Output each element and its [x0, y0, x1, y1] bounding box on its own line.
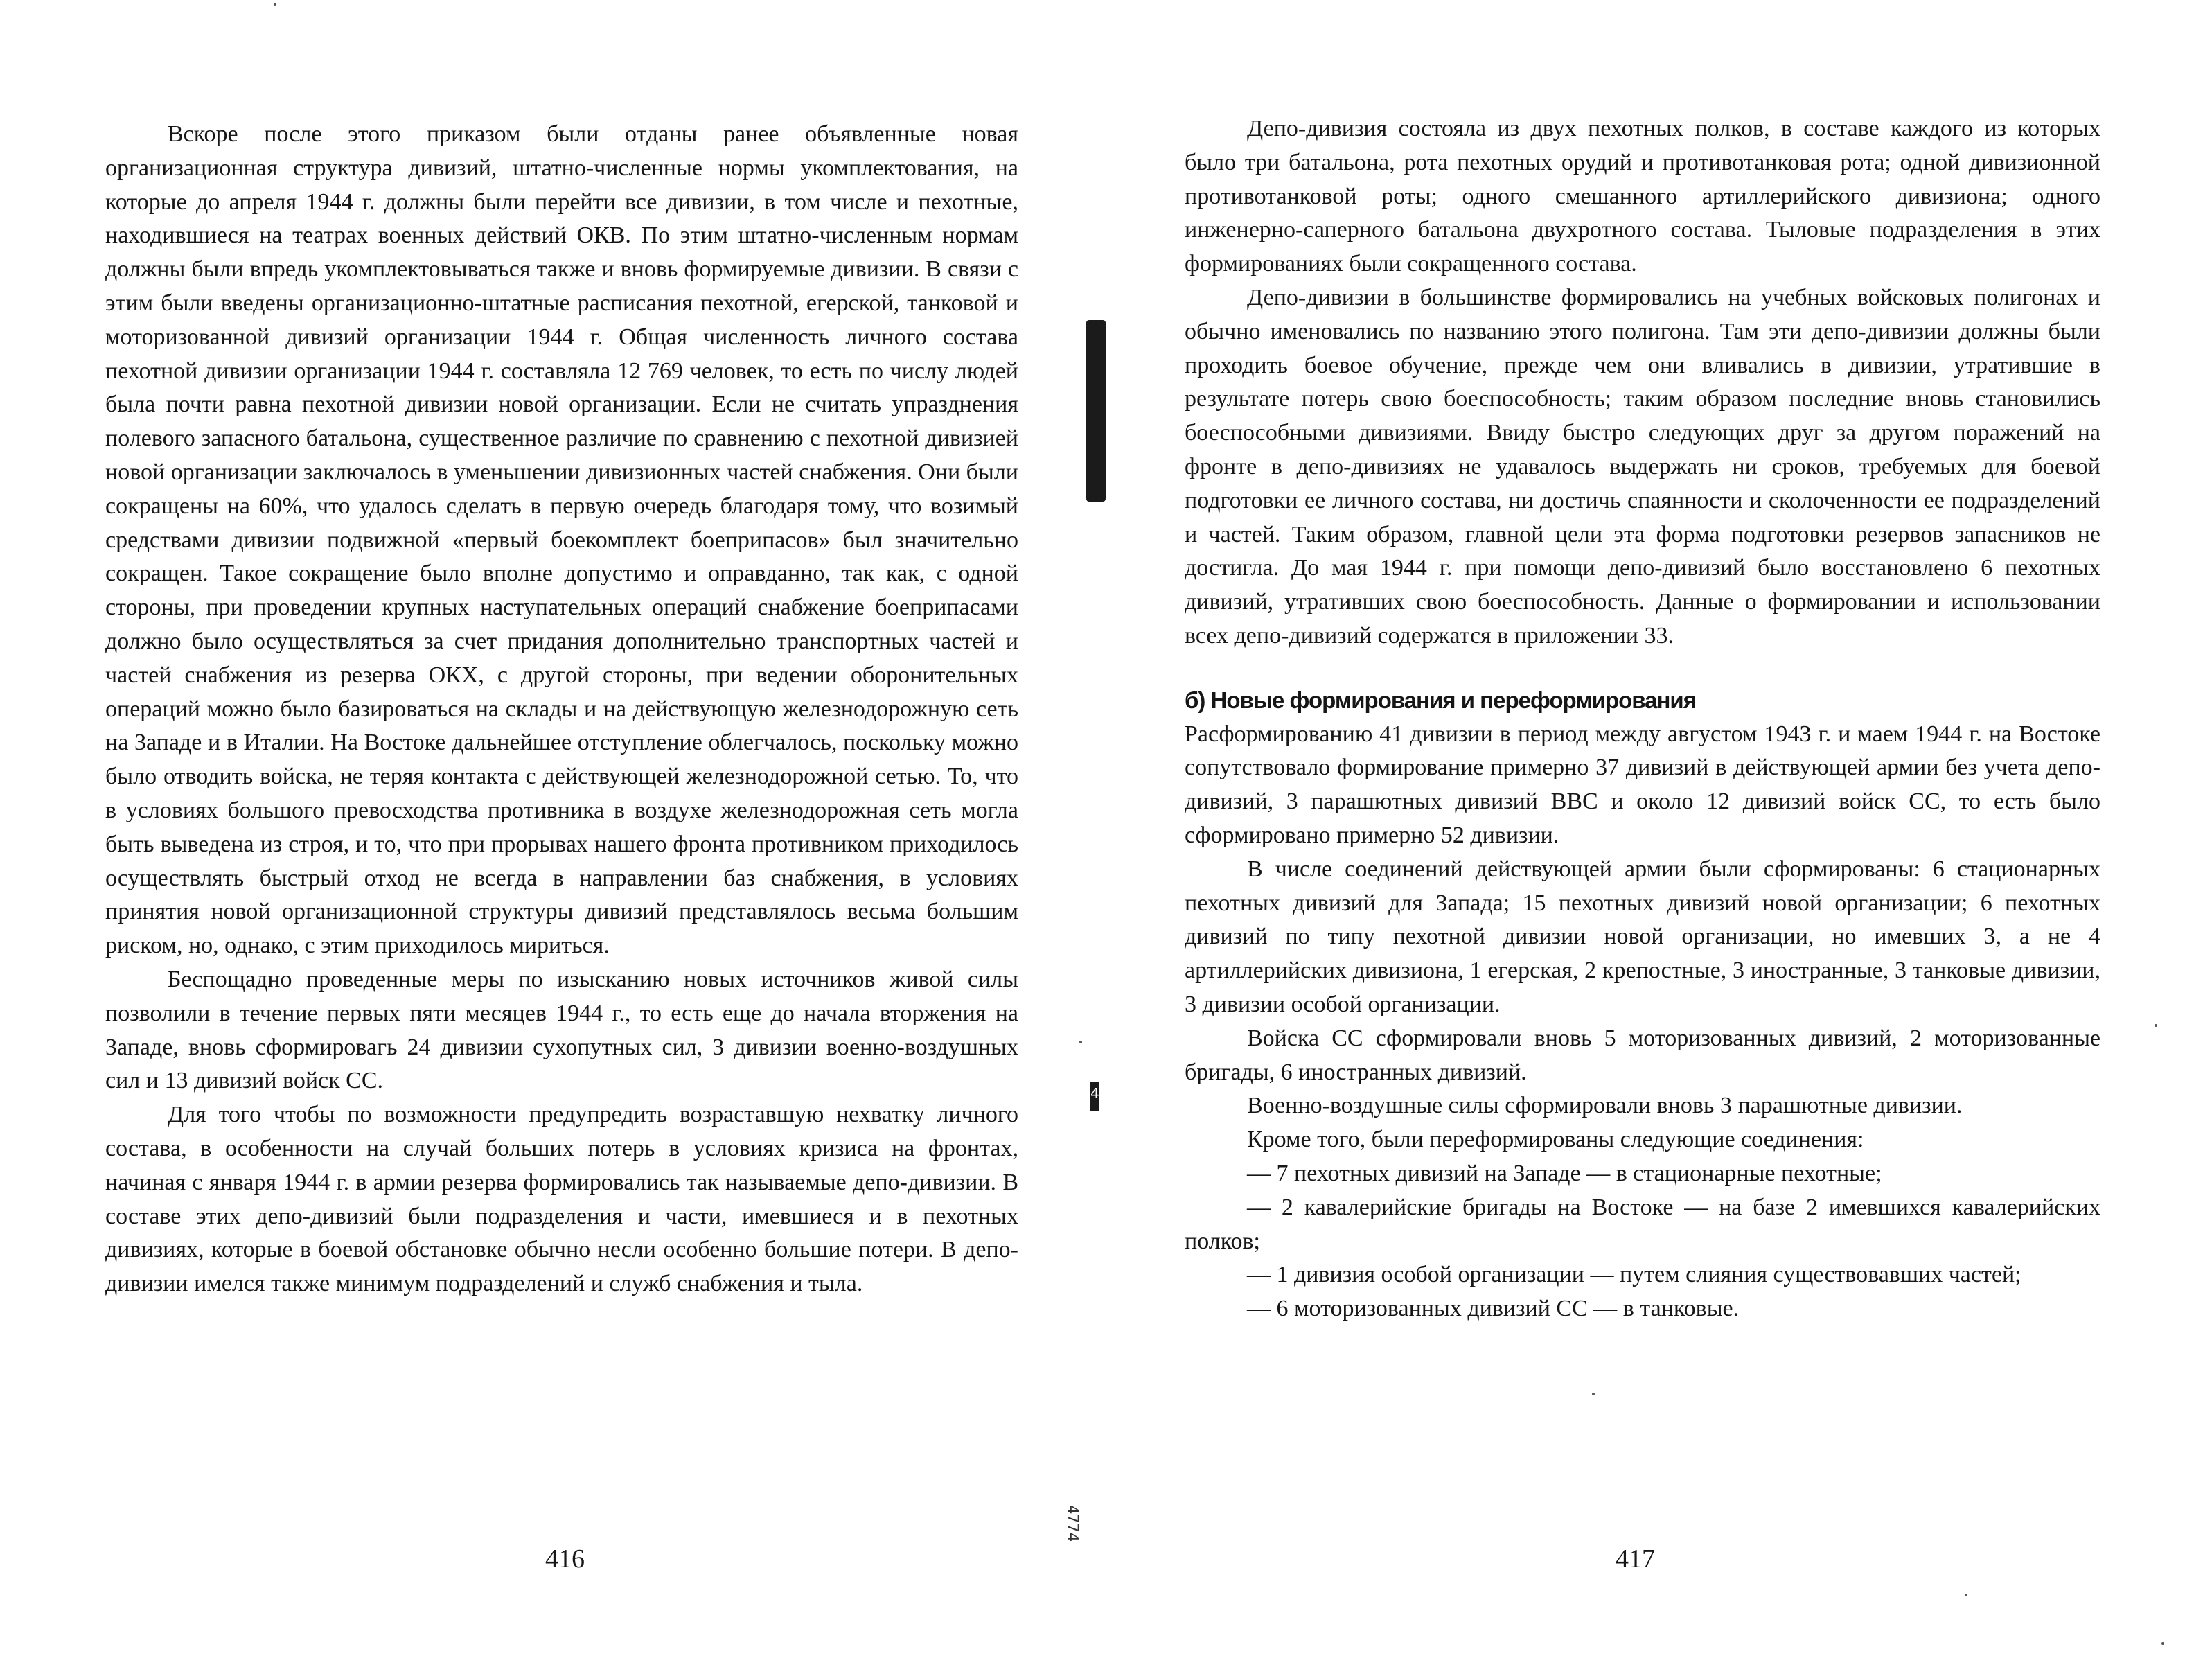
scan-speck [2161, 1642, 2164, 1645]
paragraph: Вскоре после этого приказом были отданы ранее объявленные новая организационная структура дивизий, штатно-численные нормы укомплектования, на которые до апреля 1944 г. должны были перейти все дивизии, в том числе и пехотные, находившиеся на театрах военных действий ОКВ. По этим штатно-численным нормам должны были впредь укомплектовываться также и вновь формируемые дивизии. В связи с этим были введены организационно-штатные расписания пехотной, егерской, танковой и моторизованной дивизий организации 1944 г. Общая численность личного состава пехотной дивизии организации 1944 г. составляла 12 769 человек, то есть по числу людей была почти равна пехотной дивизии новой организации. Если не считать упразднения полевого запасного батальона, существенное различие по сравнению с пехотной дивизией новой организации заключалось в уменьшении дивизионных частей снабжения. Они были сокращены на 60%, что удалось сделать в первую очередь благодаря тому, что возимый средствами дивизии подвижной «первый боекомплект боеприпасов» был значительно сокращен. Такое сокращение было вполне допустимо и оправданно, так как, с одной стороны, при проведении крупных наступательных операций снабжение боеприпасами должно было осуществляться за счет придания дополнительно транспортных частей и частей снабжения из резерва ОКХ, с другой стороны, при ведении оборонительных операций можно было базироваться на склады и на действующую железнодорожную сеть на Западе и в Италии. На Востоке дальнейшее отступление облегчалось, поскольку можно было отводить войска, не теряя контакта с действующей железнодорожной сетью. То, что в условиях большого превосходства противника в воздухе железнодорожная сеть могла быть выведена из строя, и то, что при прорывах нашего фронта противником приходилось осуществлять быстрый отход не всегда в направлении баз снабжения, в условиях принятия новой организационной структуры дивизий представлялось весьма большим риском, но, однако, с этим приходилось мириться. [105, 121, 1018, 959]
left-page [0, 0, 1088, 1674]
scan-speck [2155, 1024, 2157, 1027]
gutter-tab-label: 4 [1090, 1085, 1099, 1102]
list-item: — 1 дивизия особой организации — путем слияния существовавших частей; [1247, 1262, 2021, 1288]
scan-speck [1079, 1041, 1082, 1043]
left-page-text [105, 118, 1018, 1301]
paragraph: Военно-воздушные силы сформировали вновь 3 парашютные дивизии. [1247, 1093, 1963, 1119]
list-item: — 2 кавалерийские бригады на Востоке — на базе 2 имевшихся кавалерийских полков; [1185, 1194, 2100, 1254]
paragraph: Для того чтобы по возможности предупредить возраставшую нехватку личного состава, в особенности на случай больших потерь в условиях кризиса на фронтах, начиная с января 1944 г. в армии резерва формировались так называемые депо-дивизии. В составе этих депо-дивизий были подразделения и части, имевшиеся и в пехотных дивизиях, которые в боевой обстановке обычно несли особенно большие потери. В депо-дивизии имелся также минимум подразделений и служб снабжения и тыла. [105, 1102, 1018, 1297]
paragraph: Беспощадно проведенные меры по изысканию новых источников живой силы позволили в течение первых пяти месяцев 1944 г., то есть еще до начала вторжения на Западе, вновь сформировагь 24 дивизии сухопутных сил, 3 дивизии военно-воздушных сил и 13 дивизий войск СС. [105, 966, 1018, 1094]
scan-speck [1965, 1594, 1967, 1596]
paragraph: Войска СС сформировали вновь 5 моторизованных дивизий, 2 моторизованные бригады, 6 иностранных дивизий. [1185, 1025, 2100, 1085]
paragraph: Депо-дивизия состояла из двух пехотных полков, в составе каждого из которых было три батальона, рота пехотных орудий и противотанковая рота; одной дивизионной противотанковой роты; одного смешанного артиллерийского дивизиона; одного инженерно-саперного батальона двухротного состава. Тыловые подразделения в этих формированиях были сокращенного состава. [1185, 116, 2100, 277]
paragraph: Кроме того, были переформированы следующие соединения: [1247, 1127, 1864, 1153]
page-number-right: 417 [1616, 1544, 1655, 1574]
page-number-left: 416 [545, 1544, 585, 1574]
right-page [1108, 0, 2212, 1674]
scan-speck [1592, 1393, 1595, 1395]
paragraph: Расформированию 41 дивизии в период между августом 1943 г. и маем 1944 г. на Востоке сопутствовало формирование примерно 37 дивизий в действующей армии без учета депо-дивизий, 3 парашютных дивизий ВВС и около 12 дивизий войск СС, то есть было сформировано примерно 52 дивизии. [1185, 721, 2100, 848]
scan-speck [274, 3, 276, 6]
list-item: — 6 моторизованных дивизий СС — в танковые. [1247, 1296, 1740, 1322]
gutter-scan-mark [1086, 320, 1106, 502]
right-page-text [1185, 112, 2100, 1326]
paragraph: Депо-дивизии в большинстве формировались на учебных войсковых полигонах и обычно именовались по названию этого полигона. Там эти депо-дивизии должны были проходить боевое обучение, прежде чем они вливались в дивизии, утратившие в результате потерь свою боеспособность; таким образом последние вновь становились боеспособными дивизиями. Ввиду быстро следующих друг за другом поражений на фронте в депо-дивизиях не удавалось выдержать ни сроков, требуемых для боевой подготовки ее личного состава, ни достичь спаянности и сколоченности ее подразделений и частей. Таким образом, главной цели эта форма подготовки резервов запасников не достигла. До мая 1944 г. при помощи депо-дивизий было восстановлено 6 пехотных дивизий, утративших свою боеспособность. Данные о формировании и использовании всех депо-дивизий содержатся в приложении 33. [1185, 284, 2100, 649]
paragraph: В числе соединений действующей армии были сформированы: 6 стационарных пехотных дивизий для Запада; 15 пехотных дивизий новой организации; 6 пехотных дивизий по типу пехотной дивизии новой организации, но имевших 3, а не 4 артиллерийских дивизиона, 1 егерская, 2 крепостные, 3 иностранные, 3 танковые дивизии, 3 дивизии особой организации. [1185, 856, 2100, 1017]
gutter-vertical-code: 4774 [1063, 1505, 1081, 1542]
section-heading: б) Новые формирования и переформирования [1185, 687, 1696, 713]
list-item: — 7 пехотных дивизий на Западе — в стационарные пехотные; [1247, 1160, 1882, 1186]
